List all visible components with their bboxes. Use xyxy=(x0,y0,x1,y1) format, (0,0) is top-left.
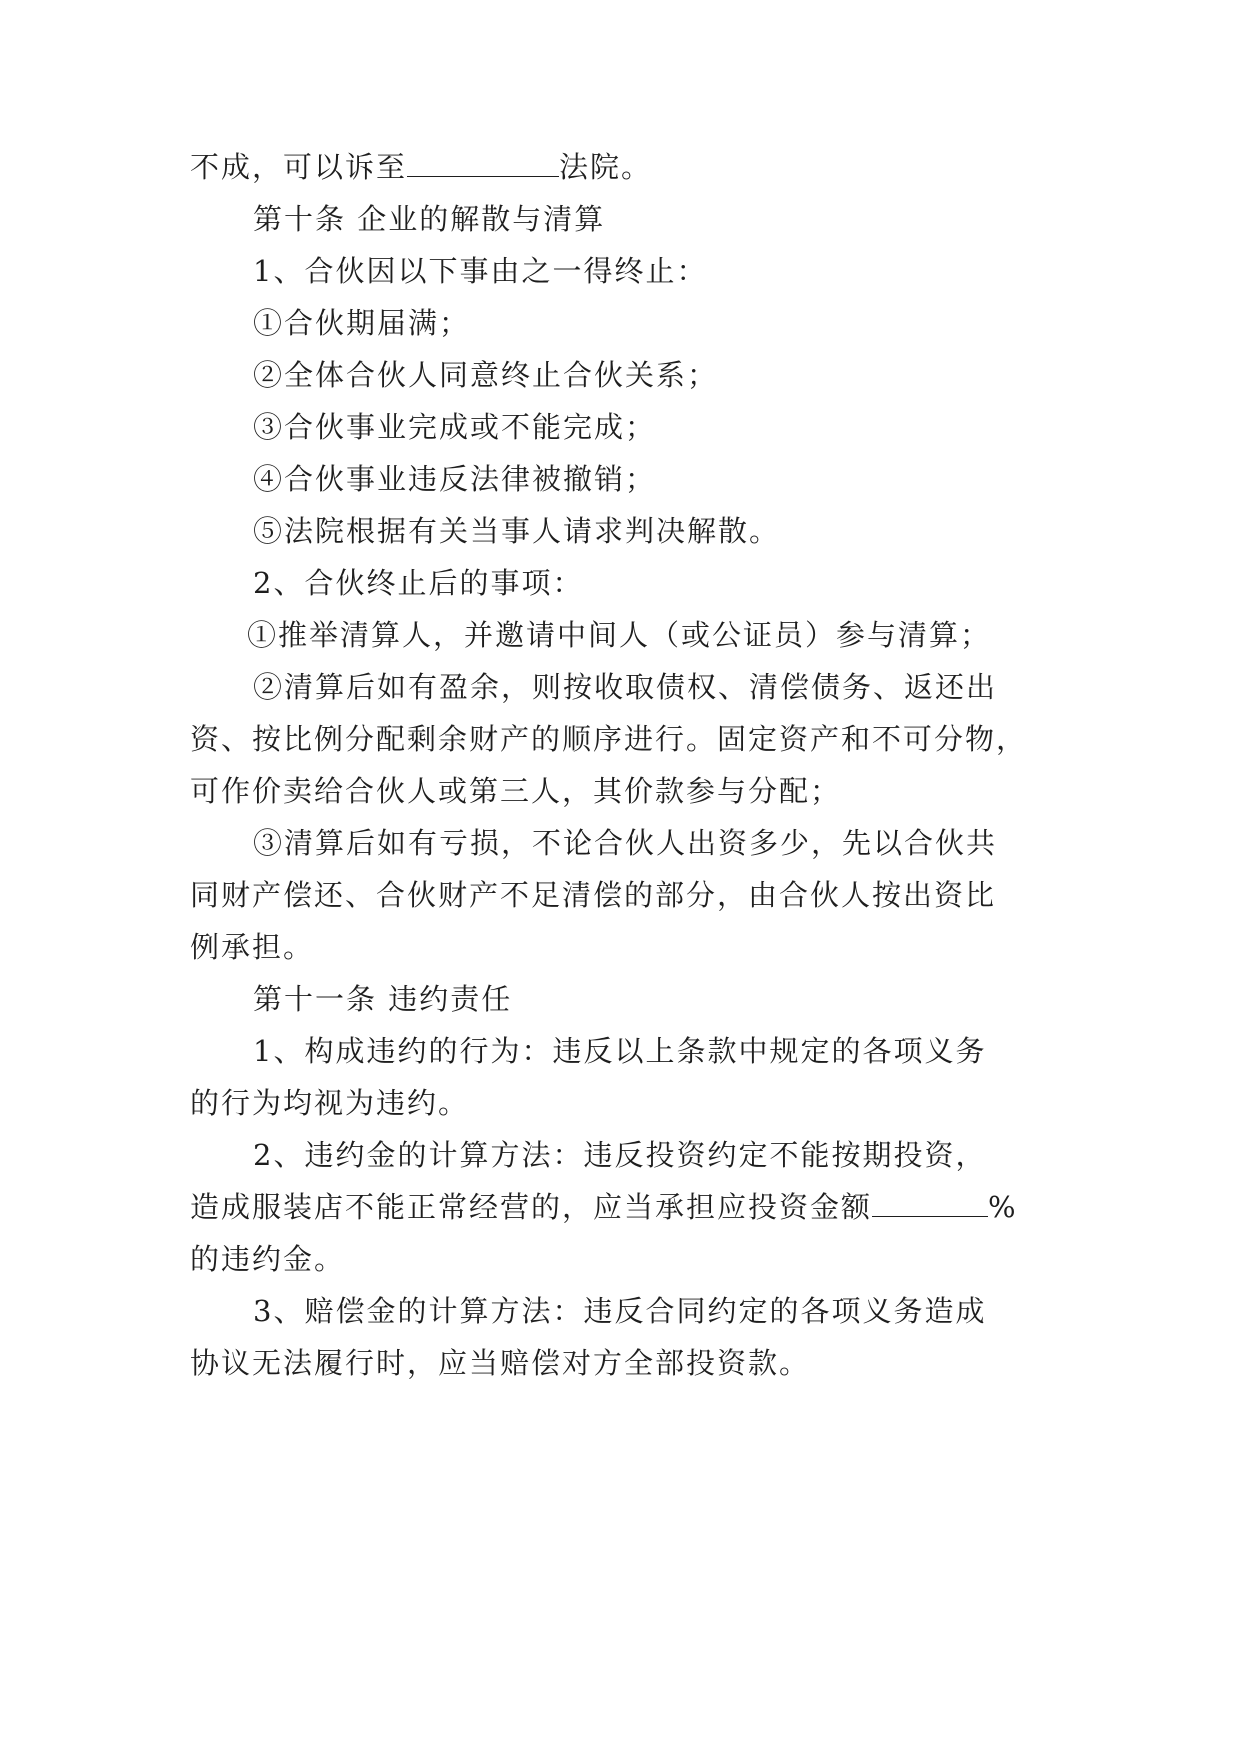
text-line: 2、合伙终止后的事项： xyxy=(253,566,584,600)
text-line: 协议无法履行时，应当赔偿对方全部投资款。 xyxy=(190,1346,811,1380)
text-line: 1、合伙因以下事由之一得终止： xyxy=(253,254,708,288)
text-line: 的行为均视为违约。 xyxy=(190,1086,470,1120)
list-item: ①推举清算人，并邀请中间人（或公证员）参与清算； xyxy=(247,618,992,652)
list-item: ②清算后如有盈余，则按收取债权、清偿债务、返还出 xyxy=(253,670,998,704)
list-item: ⑤法院根据有关当事人请求判决解散。 xyxy=(253,514,781,548)
text-line xyxy=(190,147,652,187)
text-segment: 不成，可以诉至 xyxy=(190,150,408,184)
article-11-heading: 第十一条 违约责任 xyxy=(253,982,513,1016)
percentage-blank[interactable] xyxy=(872,1188,988,1217)
text-line: 资、按比例分配剩余财产的顺序进行。固定资产和不可分物， xyxy=(190,722,1028,756)
list-item: ④合伙事业违反法律被撤销； xyxy=(253,462,657,496)
text-line: 可作价卖给合伙人或第三人，其价款参与分配； xyxy=(190,774,842,808)
list-item: ③合伙事业完成或不能完成； xyxy=(253,410,657,444)
text-segment: 法院。 xyxy=(559,150,653,184)
text-line: 的违约金。 xyxy=(190,1242,346,1276)
text-line: 3、赔偿金的计算方法：违反合同约定的各项义务造成 xyxy=(253,1294,987,1328)
text-line: 例承担。 xyxy=(190,930,315,964)
text-line: 1、构成违约的行为：违反以上条款中规定的各项义务 xyxy=(253,1034,987,1068)
list-item: ②全体合伙人同意终止合伙关系； xyxy=(253,358,719,392)
text-line: 2、违约金的计算方法：违反投资约定不能按期投资， xyxy=(253,1138,987,1172)
list-item: ③清算后如有亏损，不论合伙人出资多少，先以合伙共 xyxy=(253,826,998,860)
percent-sign: % xyxy=(988,1190,1018,1224)
text-line: 同财产偿还、合伙财产不足清偿的部分，由合伙人按出资比 xyxy=(190,878,997,912)
article-10-heading: 第十条 企业的解散与清算 xyxy=(253,202,606,236)
list-item: ①合伙期届满； xyxy=(253,306,471,340)
court-blank[interactable] xyxy=(407,148,559,177)
text-segment: 造成服装店不能正常经营的，应当承担应投资金额 xyxy=(190,1190,873,1224)
text-line xyxy=(190,1187,1018,1227)
